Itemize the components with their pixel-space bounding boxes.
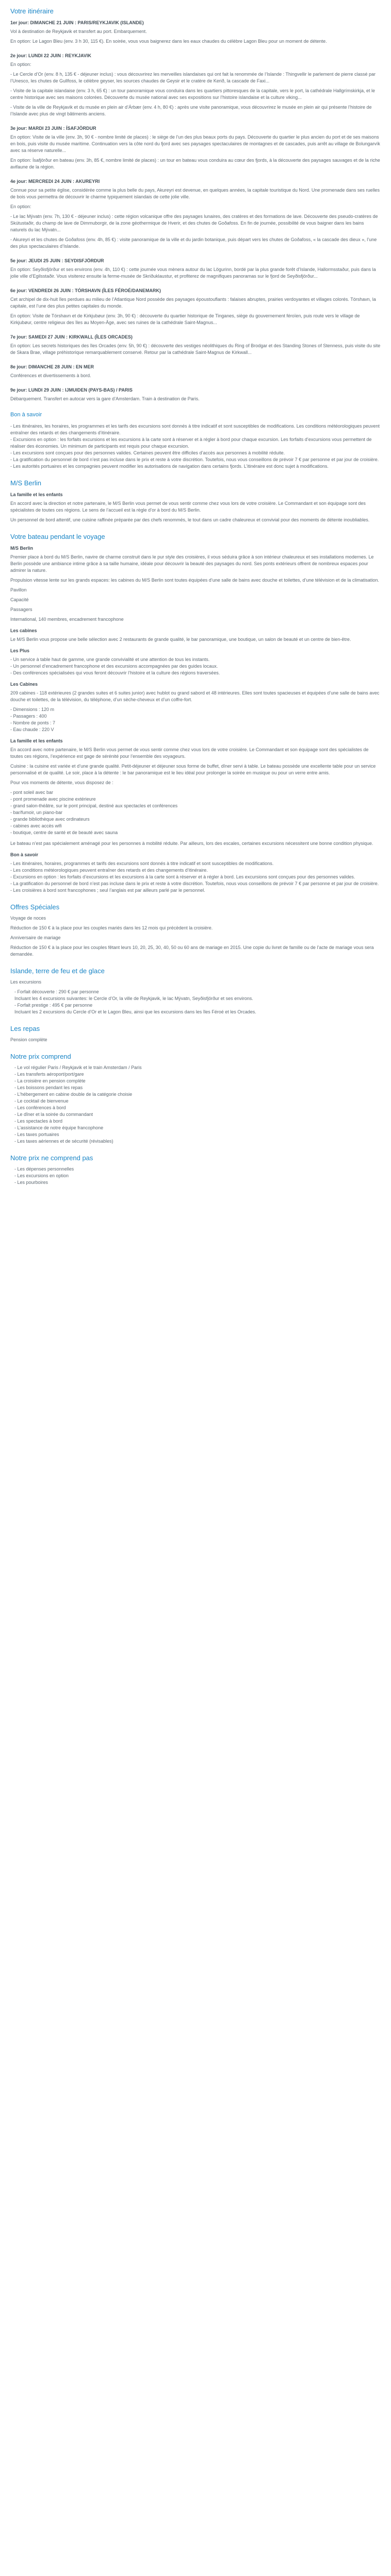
specials-title: Offres Spéciales [10, 903, 60, 911]
ship-description [10, 500, 381, 523]
activities-list [10, 789, 381, 836]
paragraph: Cuisine : la cuisine est variée et d’une grande qualité. Petit-déjeuner et déjeuner sous forme de buffet, dîner servi à table. Le bateau possède une excellente table pour un service personnalisé et de qualité. Le soir, place à la détente : le bar panoramique est le lieu idéal pour prolonger la soirée en musique ou pour un verre entre amis. [10, 764, 376, 775]
specials-subtitle2: Anniversaire de mariage [10, 935, 61, 940]
bon-savoir-title: Bon à savoir [10, 412, 42, 418]
ship-title: M/S Berlin [10, 479, 41, 487]
paragraph: Premier place à bord du M/S Berlin, navire de charme construit dans le pur style des croisières, il vous séduira grâce à son intérieur chaleureux et ses installations modernes. Le Berlin possède une ambiance intime grâce à sa taille humaine, idéale pour découvrir la beauté des paysages du nord. Ses ponts extérieurs offrent de nombreux espaces pour admirer la nature. [10, 554, 374, 573]
list-item: - Le cocktail de bienvenue [14, 1098, 69, 1104]
list-item: - Eau chaude : 220 V [10, 727, 54, 732]
included-description [10, 747, 381, 760]
itinerary-day [10, 258, 381, 280]
list-item: - grand salon-théâtre, sur le pont principal, destiné aux spectacles et conférences [10, 803, 178, 808]
list-item: - Les itinéraires, horaires, programmes et tarifs des excursions sont donnés à titre indicatif et sont susceptibles de modifications. [10, 861, 274, 866]
list-item: - La gratification du personnel de bord n’est pas incluse dans le prix et reste à votre discrétion. Toutefois, nous vous conseillons de prévoir 7 € par personne et par jour de croisière. [10, 457, 379, 462]
boat-specs [10, 587, 381, 613]
list-item: - Les taxes portuaires [14, 1132, 59, 1137]
bon-savoir-list [10, 423, 381, 470]
list-item: - Les autorités portuaires et les compagnies peuvent modifier les autorisations de navigation dans certains fjords. L’itinéraire est donc sujet à modifications. [10, 464, 329, 469]
list-item: Incluant les 4 excursions suivantes: le Cercle d’Or, la ville de Reykjavik, le lac Mývatn, Seyðisfjörður et ses environs. [14, 996, 253, 1001]
list-item: - cabines avec accès wifi [10, 823, 62, 828]
list-item: - Le vol régulier Paris / Reykjavik et le train Amsterdam / Paris [14, 1065, 142, 1070]
boat-name: M/S Berlin [10, 546, 34, 551]
list-item: - Les transferts aéroport/port/gare [14, 1072, 84, 1077]
paragraph: Propulsion vitesse lente sur les grands espaces: les cabines du M/S Berlin sont toutes équipées d’une salle de bains avec douche et toilettes, d’une télévision et de la climatisation. [10, 578, 379, 583]
days-list [10, 20, 381, 402]
list-item: - Excursions en option : les forfaits d’excursions et les excursions à la carte sont à réserver et à régler à bord. Les excursions sont conçues pour des personnes valides. [10, 874, 355, 879]
list-item: - Les conférences à bord [14, 1105, 66, 1110]
day-paragraph: En option: Visite de Tórshavn et de Kirkjubøur (env. 3h, 90 €) : découverte du quartier historique de Tinganes, siège du gouvernement féroïen, puis route vers le village de Kirkjubøur, centre religieux des îles au Moyen-Âge, avec ses ruines de la cathédrale Saint-Magnus... [10, 313, 360, 325]
day-paragraph: Débarquement. Transfert en autocar vers la gare d’Amsterdam. Train à destination de Paris. [10, 396, 200, 401]
day-paragraph: En option: [10, 204, 31, 209]
list-item: - Passagers : 400 [10, 714, 47, 719]
island-title: Islande, terre de feu et de glace [10, 967, 105, 975]
repas-title: Les repas [10, 1025, 40, 1032]
boat-flag: International, 140 membres, encadrement francophone [10, 617, 124, 622]
day-paragraph: En option: [10, 62, 31, 67]
boat-spec-label: Pavillon [10, 587, 27, 592]
ship-cabins-title: La famille et les enfants [10, 492, 63, 497]
boat-cabins-specs [10, 706, 381, 733]
day-title: 4e jour: MERCREDI 24 JUIN : AKUREYRI [10, 179, 100, 184]
list-item: - boutique, centre de santé et de beauté avec sauna [10, 830, 118, 835]
day-paragraph: Conférences et divertissements à bord. [10, 373, 91, 378]
paragraph: En accord avec notre partenaire, le M/S Berlin vous permet de vous sentir comme chez vous lors de votre croisière. Le Commandant et son équipage sont des spécialistes de toutes ces régions, l’expérience est gage de sérénité pour l’ensemble des voyageurs. [10, 747, 369, 759]
itinerary-day [10, 387, 381, 402]
day-paragraph: En option: Les secrets historiques des îles Orcades (env. 5h, 90 €) : découverte des vestiges néolithiques du Ring of Brodgar et des Standing Stones of Stenness, puis visite du site de Skara Brae, village préhistorique remarquablement conservé. Retour par la cathédrale Saint-Magnus de Kirkwall... [10, 343, 381, 355]
prix-title: Notre prix comprend [10, 1053, 71, 1060]
list-item: - pont promenade avec piscine extérieure [10, 796, 96, 802]
bon-savoir2-list [10, 860, 381, 894]
list-item: - grande bibliothèque avec ordinateurs [10, 817, 90, 822]
day-paragraph: En option: Seyðisfjörður et ses environs (env. 4h, 110 €) : cette journée vous mènera autour du lac Lögurinn, bordé par la plus grande forêt d’Islande, Hallormsstaður, puis dans la jolie ville d’Egilsstaðir. Vous visiterez ensuite la ferme-musée de Skriðuklaustur, et profiterez de magnifiques panoramas sur le fjord de Seyðisfjörður... [10, 267, 376, 279]
bon-savoir2-title: Bon à savoir [10, 852, 39, 857]
day-paragraph: - Visite de la capitale islandaise (env. 3 h, 65 €) : un tour panoramique vous conduira dans les quartiers pittoresques de la capitale, vers le port, la cathédrale Hallgrímskirkja, et le centre historique avec ses maisons colorées. Découverte du musée national avec ses expositions sur l’histoire islandaise et la culture viking... [10, 88, 376, 100]
boat-cabins-text: Le M/S Berlin vous propose une belle sélection avec 2 restaurants de grande qualité, le bar panoramique, une boutique, un salon de beauté et un centre de bien-être. [10, 637, 351, 642]
day-title: 9e jour: LUNDI 29 JUIN : IJMUIDEN (PAYS-BAS) / PARIS [10, 387, 133, 393]
boat-description [10, 554, 381, 584]
list-item: - Les itinéraires, les horaires, les programmes et les tarifs des excursions sont donnés à titre indicatif et sont susceptibles de modifications. Les conditions météorologiques peuvent entraîner des retards et des changements d’itinéraire. [10, 423, 380, 435]
itinerary-day [10, 20, 381, 45]
list-item: - L’assistance de notre équipe francophone [14, 1125, 104, 1130]
list-item: - bar/fumoir, un piano-bar [10, 810, 63, 815]
day-title: 6e jour: VENDREDI 26 JUIN : TÓRSHAVN (ÎLES FÉROÉ/DANEMARK) [10, 288, 161, 293]
list-item: - Un service à table haut de gamme, une grande convivialité et une attention de tous les instants. [10, 657, 210, 662]
day-paragraph: Vol à destination de Reykjavik et transfert au port. Embarquement. [10, 29, 147, 34]
day-paragraph: Connue pour sa petite église, considérée comme la plus belle du pays, Akureyri est devenue, en quelques années, la capitale touristique du Nord. Une promenade dans ses ruelles de bois vous permettra de découvrir le charme typiquement islandais de cette jolie ville. [10, 188, 380, 199]
itinerary-day [10, 53, 381, 117]
itinerary-page [0, 0, 391, 1186]
prix-list [10, 1064, 381, 1145]
day-paragraph: - Le Cercle d’Or (env. 8 h, 135 € - déjeuner inclus) : vous découvrirez les merveilles islandaises qui ont fait la renommée de l’Islande : Thingvellir le parlement de pierre classé par l’Unesco, les chutes de Gullfoss, le célèbre geyser, les sources chaudes de Geysir et le cratère de Kerið, la cascade de Faxi... [10, 72, 376, 83]
day-title: 8e jour: DIMANCHE 28 JUIN : EN MER [10, 364, 94, 369]
specials-text: Réduction de 150 € à la place pour les couples mariés dans les 12 mois qui précèdent la croisière. [10, 925, 213, 930]
day-paragraph: En option: Visite de la ville (env. 3h, 90 € - nombre limité de places) : le siège de l’un des plus beaux ports du pays. Découverte du quartier le plus ancien du port et de ses maisons en bois, puis visite du musée maritime. Continuation vers la côte nord du fjord avec ses paysages spectaculaires de montagnes et de cascades, puis arrêt au village de Bolungarvík avec sa réserve naturelle... [10, 134, 380, 153]
itinerary-day [10, 334, 381, 356]
specials-text2: Réduction de 150 € à la place pour les couples fêtant leurs 10, 20, 25, 30, 40, 50 ou 60 ans de mariage en 2015. Une copie du livret de famille ou de l’acte de mariage vous sera demandée. [10, 945, 374, 957]
boat-services-list [10, 656, 381, 676]
itinerary-title: Votre itinéraire [10, 7, 54, 15]
boat-cabins-list-heading: Les Cabines [10, 682, 38, 687]
day-title: 1er jour: DIMANCHE 21 JUIN : PARIS/REYKJAVIK (ISLANDE) [10, 20, 144, 25]
boat-section-title: Votre bateau pendant le voyage [10, 533, 105, 540]
included-title: La famille et les enfants [10, 738, 63, 743]
boat-spec-label: Capacité [10, 597, 29, 602]
dining-note: Le bateau n’est pas spécialement aménagé pour les personnes à mobilité réduite. Par ailleurs, lors des escales, certaines excursions nécessitent une bonne condition physique. [10, 841, 373, 846]
repas-text: Pension complète [10, 1037, 47, 1042]
day-paragraph: Cet archipel de dix-huit îles perdues au milieu de l’Atlantique Nord possède des paysages époustouflants : falaises abruptes, prairies verdoyantes et villages colorés. Tórshavn, la capitale, est l’une des plus petites capitales du monde. [10, 297, 376, 309]
boat-cabins-list-text: 209 cabines - 118 extérieures (2 grandes suites et 6 suites junior) avec hublot ou grand sabord et 48 intérieures. Elles sont toutes spacieuses et équipées d’une salle de bains avec douche et toilettes, de la télévision, du téléphone, d’un sèche-cheveux et d’un coffre-fort. [10, 690, 380, 702]
day-title: 5e jour: JEUDI 25 JUIN : SEYDISFJÖRDUR [10, 258, 104, 263]
list-item: - Les excursions en option [14, 1173, 69, 1178]
island-excursions-list [10, 989, 381, 1015]
list-item: - Le dîner et la soirée du commandant [14, 1112, 93, 1117]
list-item: Incluant les 2 excursions du Cercle d’Or et le Lagon Bleu, ainsi que les excursions dans les îles Féroé et les Orcades. [14, 1009, 256, 1014]
itinerary-day [10, 179, 381, 250]
list-item: - Les croisières à bord sont francophones ; seul l’anglais est par ailleurs parlé par le personnel. [10, 888, 205, 893]
island-subtitle: Les excursions [10, 979, 42, 985]
boat-spec-label: Passagers [10, 607, 32, 612]
list-item: - Les excursions sont conçues pour des personnes valides. Certaines peuvent être difficiles d’accès aux personnes à mobilité réduite. [10, 450, 285, 455]
prix-non-list [10, 1166, 381, 1186]
paragraph: En accord avec la direction et notre partenaire, le M/S Berlin vous permet de vous sentir comme chez vous lors de votre croisière. Le Commandant et son équipage sont des spécialistes de toutes ces régions. Le sens de l’accueil est la règle d’or à bord du M/S Berlin. [10, 501, 366, 513]
specials-subtitle: Voyage de noces [10, 916, 46, 921]
itinerary-day [10, 364, 381, 379]
activities-title: Pour vos moments de détente, vous disposez de : [10, 780, 113, 785]
itinerary-day [10, 288, 381, 326]
list-item: - Les pourboires [14, 1180, 48, 1185]
day-paragraph: En option: Le Lagon Bleu (env. 3 h 30, 115 €). En soirée, vous vous baignerez dans les eaux chaudes du célèbre Lagon Bleu pour un moment de détente. [10, 39, 327, 44]
list-item: - pont soleil avec bar [10, 790, 54, 795]
day-paragraph: - Akureyri et les chutes de Goðafoss (env. 4h, 85 €) : visite panoramique de la ville et du jardin botanique, puis départ vers les chutes de Goðafoss, « la cascade des dieux », l’une des plus spectaculaires d’Islande. [10, 237, 377, 249]
day-title: 7e jour: SAMEDI 27 JUIN : KIRKWALL (ÎLES ORCADES) [10, 334, 133, 340]
list-item: - Les taxes aériennes et de sécurité (révisables) [14, 1139, 113, 1144]
itinerary-day [10, 126, 381, 171]
day-paragraph: - Le lac Mývatn (env. 7h, 130 € - déjeuner inclus) : cette région volcanique offre des paysages lunaires, des cratères et des formations de lave. Découverte des pseudo-cratères de Skútustaðir, du champ de lave de Dimmuborgir, de la zone géothermique de Hverir, et des chutes de Goðafoss. En fin de journée, possibilité de vous baigner dans les bains naturels du lac Mývatn... [10, 214, 378, 232]
dining-description [10, 763, 381, 776]
list-item: - Forfait découverte : 290 € par personne [14, 989, 99, 994]
list-item: - Les conditions météorologiques peuvent entraîner des retards et des changements d’itinéraire. [10, 868, 208, 873]
list-item: - Un personnel d’encadrement francophone et des excursions accompagnées par des guides locaux. [10, 664, 218, 669]
boat-cabins-heading: Les cabines [10, 628, 37, 633]
list-item: - Les spectacles à bord [14, 1118, 63, 1124]
list-item: - Dimensions : 120 m [10, 707, 55, 712]
prix-non-title: Notre prix ne comprend pas [10, 1154, 93, 1162]
list-item: - Forfait prestige : 495 € par personne [14, 1003, 93, 1008]
day-paragraph: En option: Ísafjörður en bateau (env. 3h, 85 €, nombre limité de places) : un tour en bateau vous conduira au cœur des fjords, à la découverte des paysages sauvages et de la riche avifaune de la région. [10, 158, 380, 170]
list-item: - Les dépenses personnelles [14, 1166, 74, 1172]
day-title: 2e jour: LUNDI 22 JUIN : REYKJAVIK [10, 53, 91, 58]
day-paragraph: - Visite de la ville de Reykjavik et du musée en plein air d’Árbær (env. 4 h, 80 €) : après une visite panoramique, vous découvrirez le musée en plein air qui présente l’histoire de l’Islande avec plus de vingt bâtiments anciens. [10, 105, 372, 116]
list-item: - Nombre de ponts : 7 [10, 720, 56, 725]
list-item: - Des conférences spécialisées qui vous feront découvrir l’histoire et la culture des régions traversées. [10, 670, 220, 675]
paragraph: Un personnel de bord attentif, une cuisine raffinée préparée par des chefs renommés, le tout dans un cadre chaleureux et convivial pour des moments de détente inoubliables. [10, 517, 370, 522]
day-title: 3e jour: MARDI 23 JUIN : ÍSAFJÖRDUR [10, 126, 96, 131]
list-item: - La croisière en pension complète [14, 1078, 86, 1083]
boat-services-heading: Les Plus [10, 648, 30, 653]
list-item: - Les boissons pendant les repas [14, 1085, 83, 1090]
list-item: - L’hébergement en cabine double de la catégorie choisie [14, 1092, 133, 1097]
list-item: - La gratification du personnel de bord n’est pas incluse dans le prix et reste à votre discrétion. Toutefois, nous vous conseillons de prévoir 7 € par personne et par jour de croisière. [10, 881, 379, 886]
list-item: - Excursions en option : les forfaits excursions et les excursions à la carte sont à réserver et à régler à bord pour chaque excursion. Les forfaits d’excursions vous permettent de réaliser des économies. Un minimum de participants est requis pour chaque excursion. [10, 437, 372, 449]
